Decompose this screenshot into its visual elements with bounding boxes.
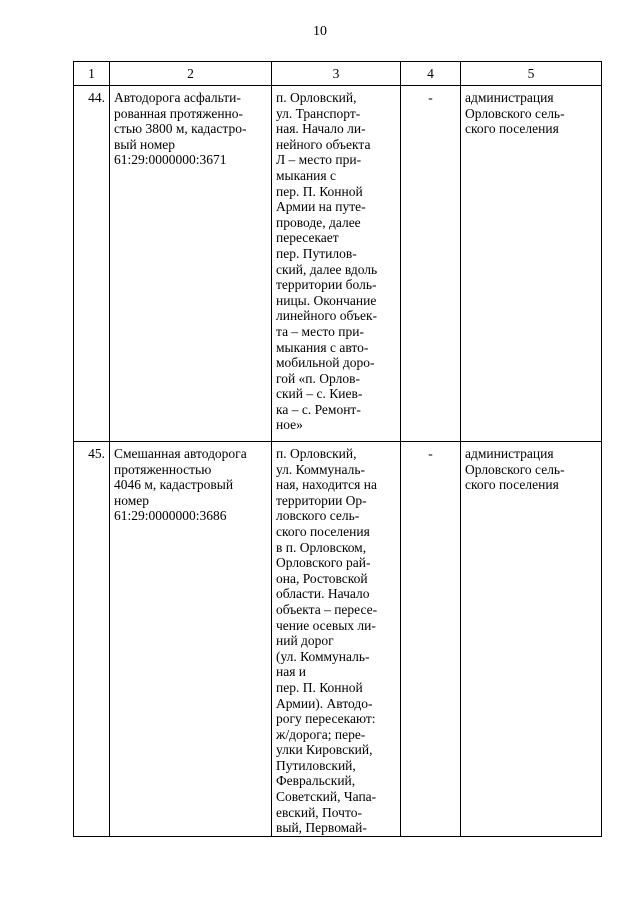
object-owner: администрация Орловского сель- ского поселения <box>461 86 602 442</box>
object-location: п. Орловский, ул. Транспорт- ная. Начало ли- нейного объекта Л – место при- мыкания с пер. П. Конной Армии на путе- проводе, далее пересекает пер. Путилов- ский, далее вдоль территории боль- ницы. Окончание линейного объек- та – место при- мыкания с авто- мобильной доро- гой «п. Орлов- ский – с. Киев- ка – с. Ремонт- ное» <box>272 86 401 442</box>
column-header-5: 5 <box>461 62 602 86</box>
table-row <box>74 86 602 442</box>
row-number: 45. <box>74 442 110 837</box>
header-row <box>74 62 602 86</box>
column-header-2: 2 <box>110 62 272 86</box>
page-number: 10 <box>313 24 327 39</box>
object-owner: администрация Орловского сель- ского поселения <box>461 442 602 837</box>
row-number: 44. <box>74 86 110 442</box>
column-header-1: 1 <box>74 62 110 86</box>
column-header-4: 4 <box>401 62 461 86</box>
column-header-3: 3 <box>272 62 401 86</box>
object-name: Автодорога асфальти- рованная протяженно- стью 3800 м, кадастро- вый номер 61:29:0000000:3671 <box>110 86 272 442</box>
column-4-value: - <box>401 442 461 837</box>
registry-table <box>73 61 602 837</box>
object-location: п. Орловский, ул. Коммуналь- ная, находится на территории Ор- ловского сель- ского поселения в п. Орловском, Орловского рай- она, Ростовской области. Начало объекта – пересе- чение осевых ли- ний дорог (ул. Коммуналь- ная и пер. П. Конной Армии). Автодо- рогу пересекают: ж/дорога; пере- улки Кировский, Путиловский, Февральский, Советский, Чапа- евский, Почто- вый, Первомай- <box>272 442 401 837</box>
object-name: Смешанная автодорога протяженностью 4046 м, кадастровый номер 61:29:0000000:3686 <box>110 442 272 837</box>
table-row <box>74 442 602 837</box>
column-4-value: - <box>401 86 461 442</box>
